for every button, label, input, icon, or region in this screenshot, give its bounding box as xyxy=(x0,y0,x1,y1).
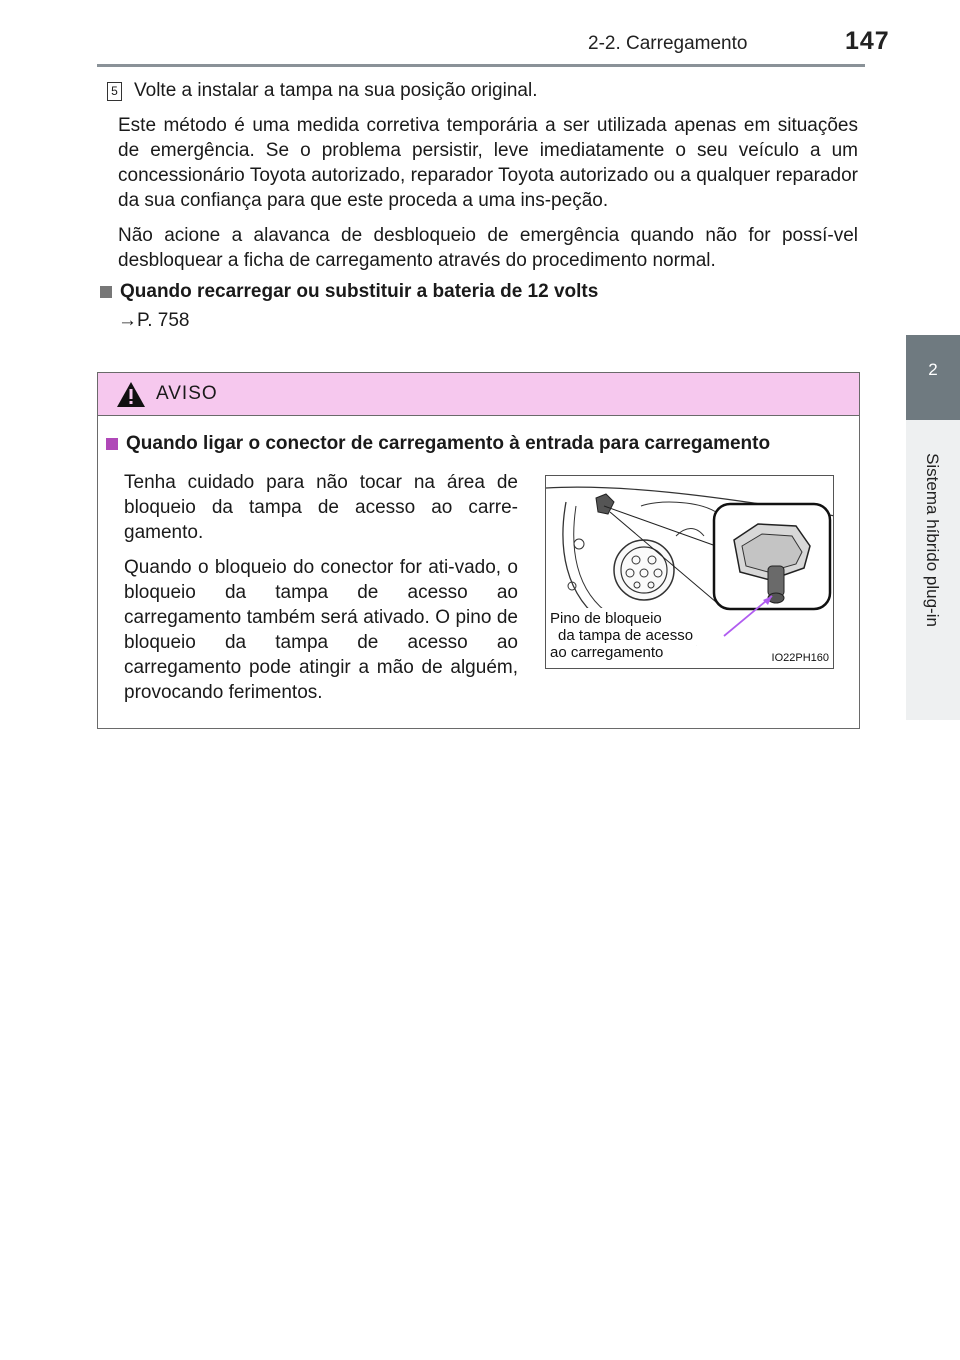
square-bullet-icon xyxy=(100,286,112,298)
warning-title: AVISO xyxy=(156,383,218,404)
figure-label-line: da tampa de acesso xyxy=(558,627,694,644)
page-reference-link[interactable]: →P. 758 xyxy=(118,310,190,331)
warning-triangle-icon xyxy=(116,381,146,408)
page-number: 147 xyxy=(845,27,890,55)
figure-label-line: Pino de bloqueio xyxy=(550,610,662,627)
figure-code: IO22PH160 xyxy=(771,652,829,664)
warning-subheading xyxy=(106,433,770,455)
header-divider xyxy=(97,64,865,67)
chapter-tab: 2 xyxy=(906,335,960,420)
warning-paragraph: Tenha cuidado para não tocar na área de bloqueio da tampa de acesso ao carre-gamento. xyxy=(124,472,518,543)
subheading xyxy=(100,279,858,304)
paragraph: Não acione a alavanca de desbloqueio de emergência quando não for possí-vel desbloquear a ficha de carregamento através do procedimento normal. xyxy=(118,225,858,271)
warning-subheading-text: Quando ligar o conector de carregamento à entrada para carregamento xyxy=(126,433,771,454)
step-5 xyxy=(100,78,858,103)
warning-paragraph: Quando o bloqueio do conector for ati-vado, o bloqueio da tampa de acesso ao carregamento também será ativado. O pino de bloqueio da tampa de acesso ao carregamento pode atingir a mão de alguém, provocando ferimentos. xyxy=(124,557,518,703)
chapter-label: Sistema híbrido plug-in xyxy=(923,453,942,627)
charging-port-illustration xyxy=(545,475,834,669)
main-content xyxy=(100,78,858,333)
step-number-box: 5 xyxy=(107,82,122,101)
square-bullet-icon xyxy=(106,438,118,450)
warning-box xyxy=(97,372,860,729)
paragraph: Este método é uma medida corretiva temporária a ser utilizada apenas em situações de emergência. Se o problema persistir, leve imediatamente o seu veículo a um concessionário Toyota autorizado, reparador Toyota autorizado ou a qualquer reparador da sua confiança para que este proceda a uma ins-peção. xyxy=(118,115,858,211)
warning-header xyxy=(98,373,859,416)
warning-text xyxy=(124,470,518,715)
figure-label xyxy=(550,610,693,661)
subheading-text: Quando recarregar ou substituir a bateria de 12 volts xyxy=(120,281,599,302)
figure-label-line: ao carregamento xyxy=(550,644,664,661)
step-text: Volte a instalar a tampa na sua posição original. xyxy=(134,80,538,101)
section-title: 2-2. Carregamento xyxy=(588,33,748,54)
